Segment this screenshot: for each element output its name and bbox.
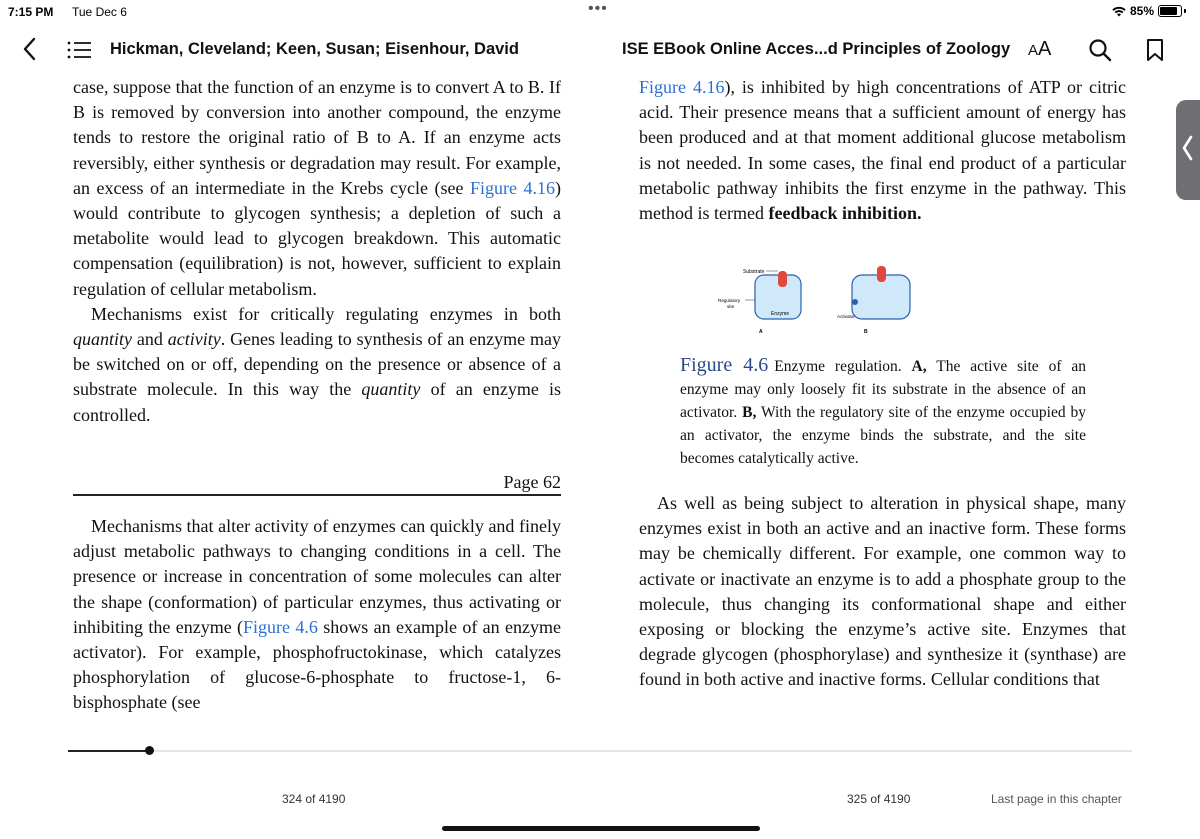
- page-number-label: Page 62: [503, 472, 561, 492]
- reading-progress-knob[interactable]: [145, 746, 154, 755]
- text-size-button[interactable]: [1028, 38, 1051, 61]
- activator-shape: [852, 299, 858, 305]
- paragraph: case, suppose that the function of an enzyme is to convert A to B. If B is removed by conversion into another compound, the enzyme tends to restore the original ratio of B to A. If an enzyme acts reversibly, either synthesis or degradation may result. For example, an excess of an intermediate in the Krebs cycle (see Figure 4.16) would contribute to glycogen synthesis; a depletion of such a metabolite would lead to glycogen breakdown. This automatic compensation (equilibration) is not, however, sufficient to explain regulation of cellular metabolism.: [73, 77, 561, 299]
- paragraph: Mechanisms that alter activity of enzymes can quickly and finely adjust metabolic pathways to changing conditions in a cell. The presence or increase in concentration of some molecules can alter the shape (conformation) of particular enzymes, thus activating or inhibiting the enzyme (Figure 4.6 shows an example of an enzyme activator). For example, phosphofructokinase, which catalyzes phosphorylation of glucose-6-phosphate to fructose-1, 6-bisphosphate (see: [73, 516, 561, 713]
- enzyme-regulation-figure[interactable]: [700, 262, 930, 337]
- book-authors[interactable]: Hickman, Cleveland; Keen, Susan; Eisenhour, David: [110, 40, 519, 58]
- table-of-contents-icon[interactable]: [66, 40, 92, 60]
- back-chevron-icon[interactable]: [20, 36, 40, 62]
- right-page-text-bottom: [639, 491, 1126, 693]
- multitasking-dots[interactable]: •••: [588, 0, 608, 17]
- right-page-count: 325 of 4190: [847, 792, 911, 806]
- right-page-text-top: [639, 75, 1126, 226]
- search-icon[interactable]: [1088, 38, 1112, 62]
- left-page-text-bottom: [73, 514, 561, 716]
- text-size-small: A: [1028, 42, 1039, 59]
- figure-caption: Figure 4.6 Enzyme regulation. A, The active site of an enzyme may only loosely fit its substrate in the absence of an activator. B, With the regulatory site of the enzyme occupied by an activator, the enzyme binds the substrate, and the site becomes catalytically active.: [680, 354, 1087, 467]
- page-divider: [73, 494, 561, 496]
- battery-tip: [1184, 9, 1186, 13]
- reading-progress-track[interactable]: [68, 750, 1132, 752]
- paragraph: Figure 4.16), is inhibited by high concentrations of ATP or citric acid. Their presence means that a sufficient amount of energy has been produced and at that moment additional glucose metabolism is not needed. In some cases, the final end product of a particular metabolic pathway inhibits the first enzyme in the pathway. This method is termed feedback inhibition.: [639, 77, 1126, 224]
- left-page-text-top: [73, 75, 561, 428]
- substrate-shape-a: [778, 271, 787, 287]
- figure-label-site: site: [727, 304, 735, 309]
- figure-label-enzyme: Enzyme: [771, 311, 790, 317]
- battery-percent: 85%: [1129, 4, 1154, 18]
- paragraph: Mechanisms exist for critically regulating enzymes in both quantity and activity. Genes leading to synthesis of an enzyme may be switched on or off, depending on the presence or absence of a substrate molecule. In this way the quantity of an enzyme is controlled.: [73, 303, 562, 425]
- wifi-icon: [1112, 6, 1126, 17]
- figure-label-regulatory: Regulatory: [718, 298, 741, 303]
- bookmark-icon[interactable]: [1146, 38, 1164, 62]
- substrate-shape-b: [877, 266, 886, 282]
- book-title[interactable]: ISE EBook Online Acces...d Principles of Zoology: [622, 40, 1011, 58]
- status-date: Tue Dec 6: [72, 5, 127, 19]
- paragraph: As well as being subject to alteration in physical shape, many enzymes exist in both an active and an inactive form. These forms may be chemically different. For example, one common way to activate or inactivate an enzyme is to add a phosphate group to the molecule, thus changing its conformational shape and either exposing or blocking the enzyme’s active site. Enzymes that degrade glycogen (phosphorylase) and synthesize it (synthase) are found in both active and inactive forms. Cellular conditions that: [639, 493, 1126, 690]
- caption-title: Figure 4.6: [680, 354, 769, 376]
- status-indicators: [1112, 4, 1186, 18]
- chevron-left-icon[interactable]: [1180, 133, 1194, 163]
- text-size-large: A: [1038, 38, 1052, 60]
- status-time: 7:15 PM: [8, 5, 54, 19]
- figure-label-activator: Activator: [837, 314, 855, 319]
- figure-label-substrate: Substrate: [743, 269, 765, 275]
- left-page-count: 324 of 4190: [282, 792, 346, 806]
- figure-label-a: A: [759, 329, 763, 335]
- battery-icon: [1158, 5, 1182, 17]
- home-indicator[interactable]: [442, 826, 760, 831]
- figure-label-b: B: [864, 329, 868, 335]
- figure-link[interactable]: Figure 4.16: [469, 177, 555, 198]
- figure-link[interactable]: Figure 4.16: [639, 77, 725, 97]
- figure-link[interactable]: Figure 4.6: [243, 616, 318, 637]
- chapter-status: Last page in this chapter: [991, 792, 1122, 806]
- reading-progress-fill: [68, 750, 150, 752]
